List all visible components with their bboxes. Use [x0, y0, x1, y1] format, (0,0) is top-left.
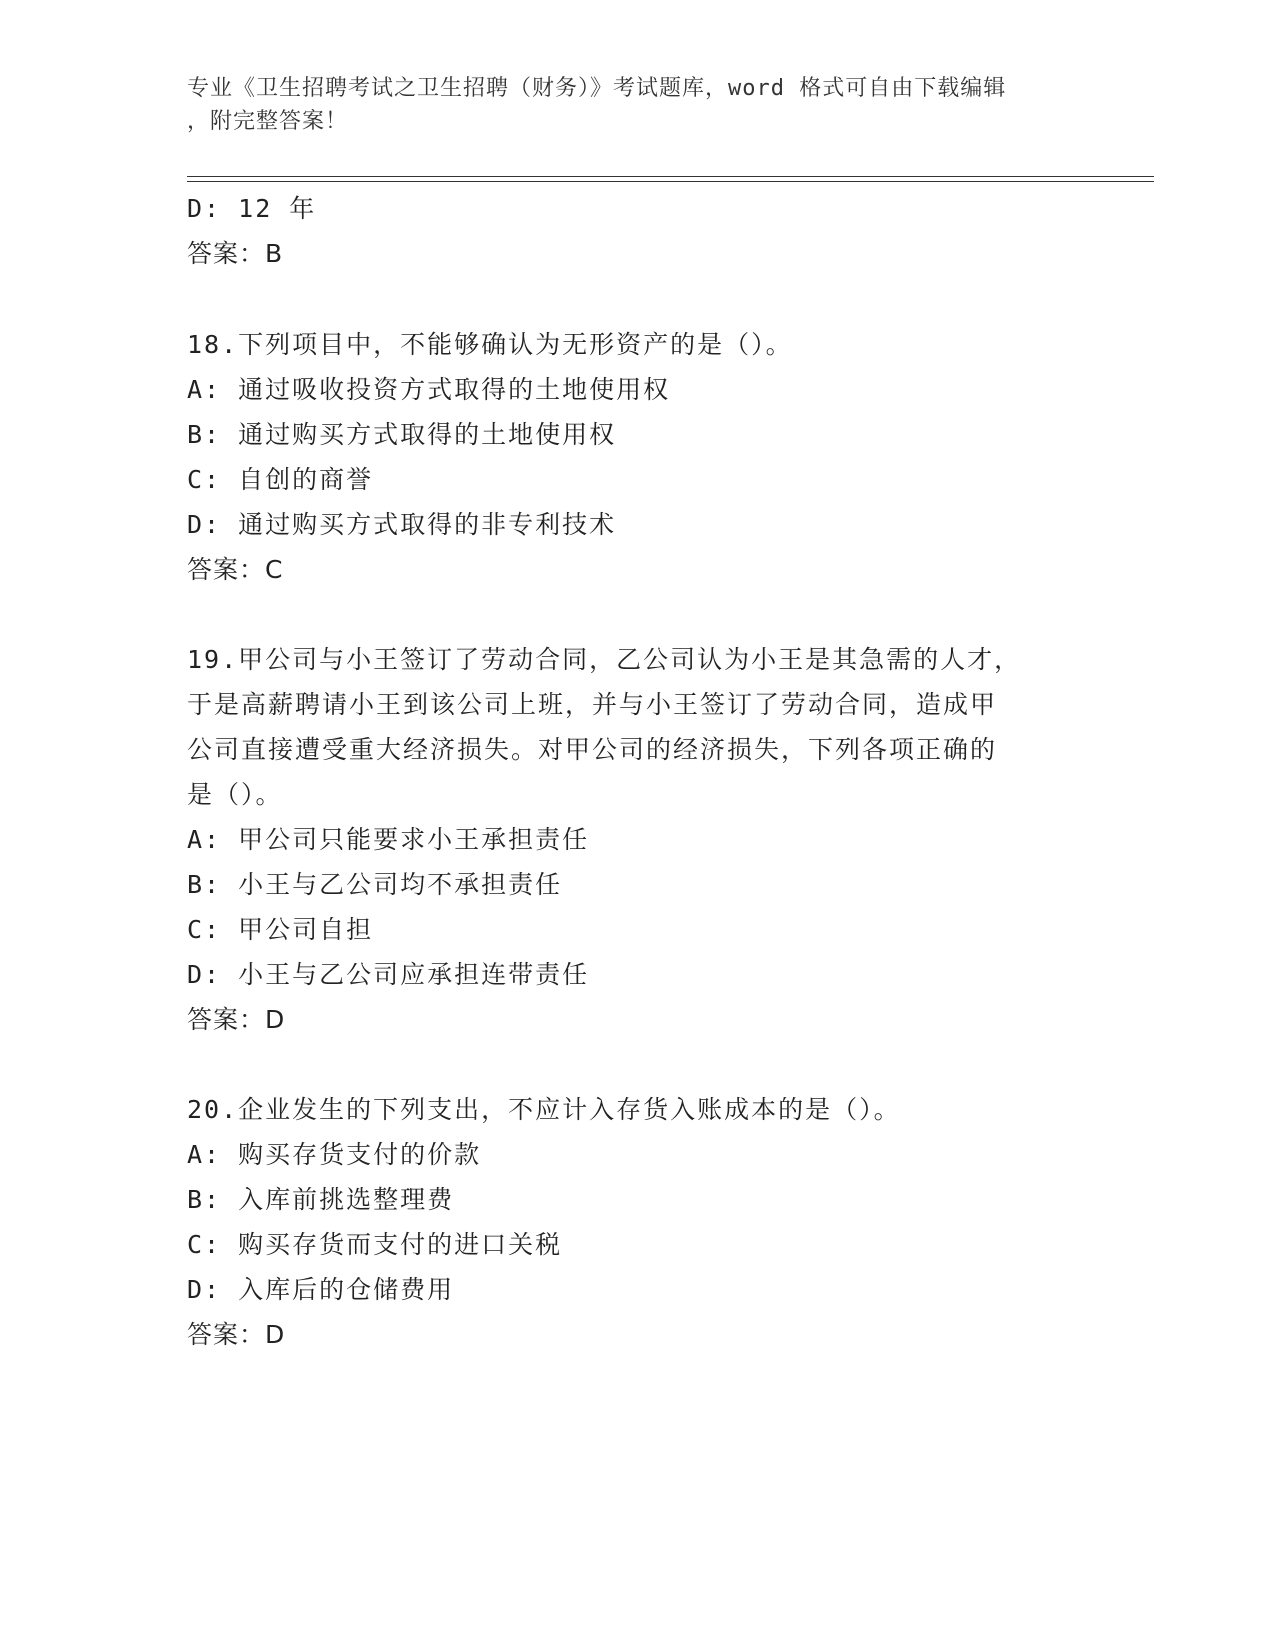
- q20-option-a: A: 购买存货支付的价款: [187, 1140, 482, 1169]
- q19-stem-line-2: 于是高薪聘请小王到该公司上班，并与小王签订了劳动合同，造成甲: [187, 690, 998, 719]
- q19-option-d: D: 小王与乙公司应承担连带责任: [187, 960, 590, 989]
- q20-option-c: C: 购买存货而支付的进口关税: [187, 1230, 563, 1259]
- q19-stem-line-4: 是（）。: [187, 780, 283, 809]
- q20-answer: 答案：D: [187, 1320, 286, 1349]
- q17-answer: 答案：B: [187, 239, 284, 268]
- q20-option-d: D: 入库后的仓储费用: [187, 1275, 455, 1304]
- q18-option-c: C: 自创的商誉: [187, 465, 374, 494]
- header-divider-bottom: [187, 181, 1154, 182]
- q18-answer: 答案：C: [187, 555, 284, 584]
- q18-option-a: A: 通过吸收投资方式取得的土地使用权: [187, 375, 671, 404]
- q19-option-c: C: 甲公司自担: [187, 915, 374, 944]
- q18-option-d: D: 通过购买方式取得的非专利技术: [187, 510, 617, 539]
- q19-stem-line-1: 19.甲公司与小王签订了劳动合同，乙公司认为小王是其急需的人才，: [187, 645, 1022, 674]
- header-line-2: ，附完整答案！: [187, 109, 349, 134]
- header-line-1: 专业《卫生招聘考试之卫生招聘（财务）》考试题库，word 格式可自由下载编辑: [187, 76, 1007, 101]
- q19-stem-line-3: 公司直接遭受重大经济损失。对甲公司的经济损失，下列各项正确的: [187, 735, 998, 764]
- q19-answer: 答案：D: [187, 1005, 286, 1034]
- q18-stem: 18.下列项目中，不能够确认为无形资产的是（）。: [187, 330, 793, 359]
- q19-option-b: B: 小王与乙公司均不承担责任: [187, 870, 563, 899]
- document-header: [187, 72, 1067, 138]
- q17-option-d: D: 12 年: [187, 194, 317, 223]
- q20-option-b: B: 入库前挑选整理费: [187, 1185, 455, 1214]
- q19-option-a: A: 甲公司只能要求小王承担责任: [187, 825, 590, 854]
- q18-option-b: B: 通过购买方式取得的土地使用权: [187, 420, 617, 449]
- q20-stem: 20.企业发生的下列支出，不应计入存货入账成本的是（）。: [187, 1095, 901, 1124]
- header-divider-top: [187, 176, 1154, 177]
